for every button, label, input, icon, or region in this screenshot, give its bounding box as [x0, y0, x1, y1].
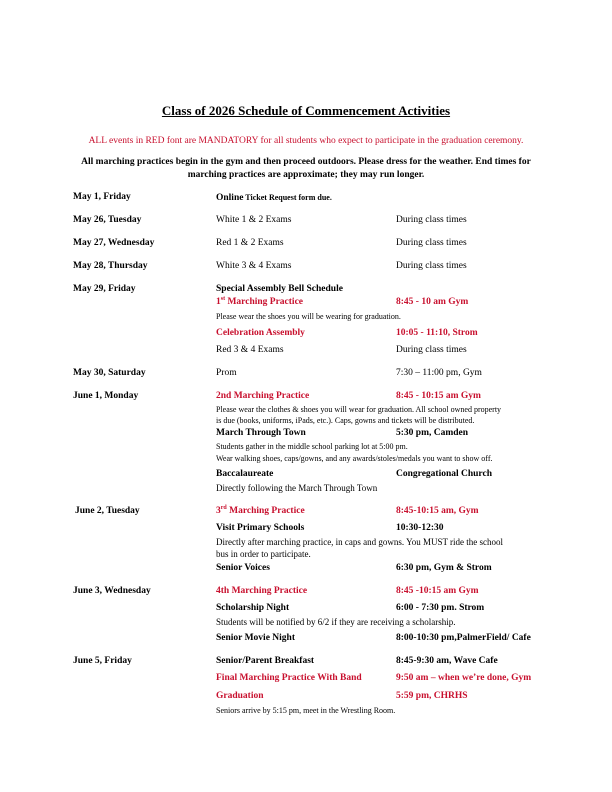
date-june-1: June 1, Monday: [73, 391, 139, 401]
time-visit-primary-schools: 10:30-12:30: [396, 523, 444, 533]
time-senior-parent-breakfast: 8:45-9:30 am, Wave Cafe: [396, 656, 498, 666]
practice-num: 1: [216, 297, 221, 307]
activity-celebration-assembly: Celebration Assembly: [216, 328, 305, 338]
time-final-marching-practice: 9:50 am – when we’re done, Gym: [396, 673, 532, 683]
note-visit-line-1: Directly after marching practice, in caps and gowns. You MUST ride the school: [216, 537, 504, 547]
time-may-28: During class times: [396, 261, 467, 271]
time-march-through-town: 5:30 pm, Camden: [396, 428, 469, 438]
activity-senior-voices: Senior Voices: [216, 563, 270, 573]
activity-ticket-request: [216, 192, 332, 203]
note-baccalaureate: Directly following the March Through Town: [216, 483, 378, 493]
time-red-3-4-exams: During class times: [396, 345, 467, 355]
activity-senior-movie-night: Senior Movie Night: [216, 633, 295, 643]
note-march-line-2: Wear walking shoes, caps/gowns, and any awards/stoles/medals you want to show off.: [216, 454, 493, 463]
activity-visit-primary-schools: Visit Primary Schools: [216, 523, 305, 533]
note-shoes: Please wear the shoes you will be wearing for graduation.: [216, 312, 401, 321]
note-march-line-1: Students gather in the middle school parking lot at 5:00 pm.: [216, 442, 408, 451]
time-3rd-marching-practice: 8:45-10:15 am, Gym: [396, 506, 479, 516]
mandatory-notice: ALL events in RED font are MANDATORY for all students who expect to participate in the graduation ceremony.: [88, 136, 524, 146]
note-visit-line-2: bus in order to participate.: [216, 549, 311, 559]
practice-num: 3: [216, 506, 221, 516]
time-senior-movie-night: 8:00-10:30 pm,PalmerField/ Cafe: [396, 633, 531, 643]
practice-rest: Marching Practice: [226, 506, 305, 516]
activity-bell-schedule: Special Assembly Bell Schedule: [216, 284, 343, 294]
activity-white-3-4-exams: White 3 & 4 Exams: [216, 261, 292, 271]
time-may-27: During class times: [396, 238, 467, 248]
activity-4th-marching-practice: 4th Marching Practice: [216, 586, 308, 596]
activity-white-1-2-exams: White 1 & 2 Exams: [216, 215, 292, 225]
time-may-26: During class times: [396, 215, 467, 225]
date-june-5: June 5, Friday: [73, 656, 132, 666]
activity-baccalaureate: Baccalaureate: [216, 469, 274, 479]
date-june-3: June 3, Wednesday: [73, 586, 151, 596]
time-2nd-marching-practice: 8:45 - 10:15 am Gym: [396, 391, 481, 401]
date-may-26: May 26, Tuesday: [73, 215, 142, 225]
activity-graduation: Graduation: [216, 691, 264, 701]
time-senior-voices: 6:30 pm, Gym & Strom: [396, 563, 492, 573]
note-scholarship: Students will be notified by 6/2 if they are receiving a scholarship.: [216, 617, 456, 627]
practice-rest: Marching Practice: [225, 297, 304, 307]
activity-senior-parent-breakfast: Senior/Parent Breakfast: [216, 656, 315, 666]
time-graduation: 5:59 pm, CHRHS: [396, 691, 468, 701]
place-baccalaureate: Congregational Church: [396, 469, 492, 479]
time-1st-marching-practice: 8:45 - 10 am Gym: [396, 297, 469, 307]
date-may-30: May 30, Saturday: [73, 368, 146, 378]
activity-2nd-marching-practice: 2nd Marching Practice: [216, 391, 310, 401]
page-title: Class of 2026 Schedule of Commencement Activities: [161, 103, 451, 118]
activity-red-1-2-exams: Red 1 & 2 Exams: [216, 238, 284, 248]
online-label: Online: [216, 193, 244, 203]
activity-final-marching-practice: Final Marching Practice With Band: [216, 673, 362, 683]
practice-sup: rd: [220, 505, 227, 511]
date-june-2: June 2, Tuesday: [75, 506, 140, 516]
intro-text: All marching practices begin in the gym and then proceed outdoors. Please dress for the weather. End times for marching practices are approximate; they may run longer.: [81, 157, 531, 180]
activity-red-3-4-exams: Red 3 & 4 Exams: [216, 345, 284, 355]
time-prom: 7:30 – 11:00 pm, Gym: [396, 368, 482, 378]
note-graduation: Seniors arrive by 5:15 pm, meet in the Wrestling Room.: [216, 706, 396, 715]
date-may-29: May 29, Friday: [73, 284, 136, 294]
ticket-request-text: Ticket Request form due.: [243, 193, 332, 202]
date-may-1: May 1, Friday: [73, 192, 131, 202]
practice-sup: st: [220, 296, 226, 302]
activity-prom: Prom: [216, 368, 237, 378]
activity-1st-marching-practice: [216, 297, 303, 307]
activity-march-through-town: March Through Town: [216, 428, 306, 438]
activity-3rd-marching-practice: [216, 506, 305, 516]
date-may-27: May 27, Wednesday: [73, 238, 155, 248]
note-clothes-line-2: is due (books, uniforms, iPads, etc.). Caps, gowns and tickets will be distributed.: [216, 416, 475, 425]
time-4th-marching-practice: 8:45 -10:15 am Gym: [396, 586, 479, 596]
activity-scholarship-night: Scholarship Night: [216, 603, 290, 613]
time-celebration-assembly: 10:05 - 11:10, Strom: [396, 328, 478, 338]
time-scholarship-night: 6:00 - 7:30 pm. Strom: [396, 603, 485, 613]
note-clothes-line-1: Please wear the clothes & shoes you will wear for graduation. All school owned property: [216, 405, 502, 414]
date-may-28: May 28, Thursday: [73, 261, 148, 271]
